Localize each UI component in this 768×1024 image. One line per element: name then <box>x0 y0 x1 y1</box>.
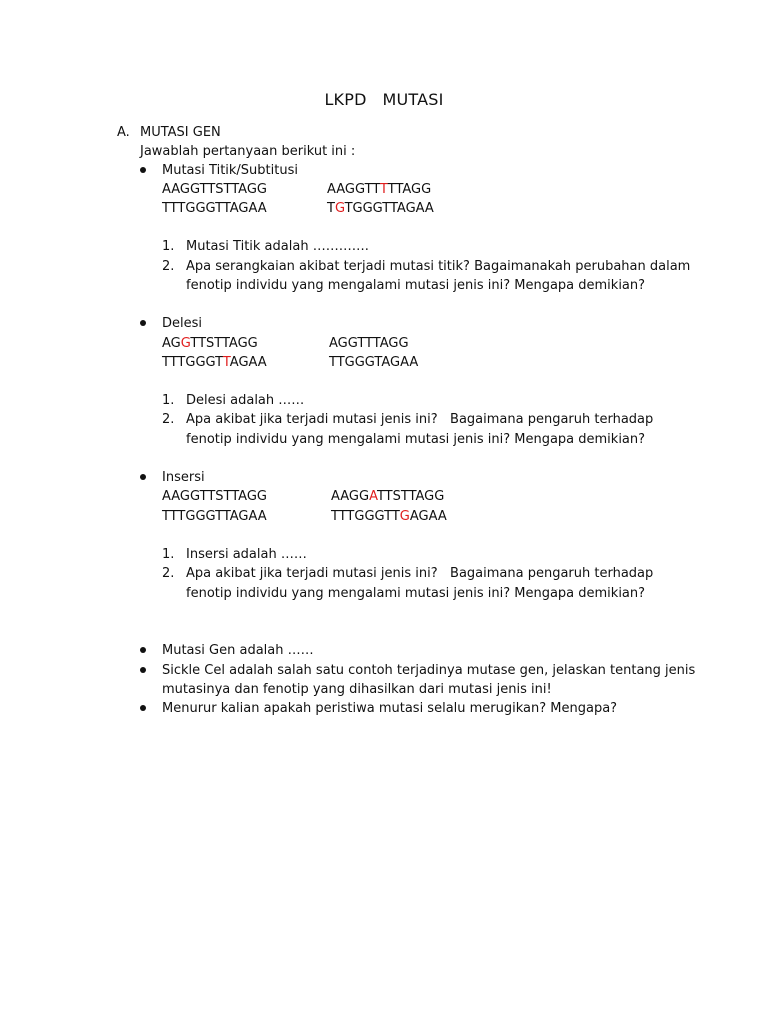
delesi-original-strand-1: AGGTTSTTAGG <box>162 336 258 351</box>
question-number: 2. <box>162 259 175 274</box>
subtitusi-label: Mutasi Titik/Subtitusi <box>162 163 298 178</box>
subtitusi-original-strand-2: TTTGGGTTAGAA <box>162 201 267 216</box>
insersi-label: Insersi <box>162 470 205 485</box>
section-heading: MUTASI GEN <box>140 125 221 140</box>
question-text: Apa serangkaian akibat terjadi mutasi titik? Bagaimanakah perubahan dalam <box>186 259 691 274</box>
final-point-text: Mutasi Gen adalah …… <box>162 643 314 658</box>
question-text-continued: fenotip individu yang mengalami mutasi jenis ini? Mengapa demikian? <box>186 278 646 293</box>
mutation-highlight: G <box>334 201 345 216</box>
delesi-label: Delesi <box>162 316 203 331</box>
bullet-icon <box>140 320 146 326</box>
section-marker: A. <box>117 125 130 140</box>
page-title: LKPD MUTASI <box>324 90 444 109</box>
insersi-mutated-strand-2: TTTGGGTTGAGAA <box>331 509 447 524</box>
bullet-icon <box>140 667 146 673</box>
bullet-icon <box>140 167 146 173</box>
question-text: Apa akibat jika terjadi mutasi jenis ini? Bagaimana pengaruh terhadap <box>186 566 654 581</box>
insersi-original-strand-2: TTTGGGTTAGAA <box>162 509 267 524</box>
mutation-highlight: G <box>399 509 410 524</box>
question-number: 1. <box>162 239 175 254</box>
question-text-continued: fenotip individu yang mengalami mutasi jenis ini? Mengapa demikian? <box>186 586 646 601</box>
question-number: 2. <box>162 566 175 581</box>
mutation-highlight: A <box>369 489 377 504</box>
question-text: Mutasi Titik adalah …………. <box>186 239 369 254</box>
question-text-continued: fenotip individu yang mengalami mutasi jenis ini? Mengapa demikian? <box>186 432 646 447</box>
bullet-icon <box>140 705 146 711</box>
insersi-mutated-strand-1: AAGGATTSTTAGG <box>331 489 445 504</box>
delesi-mutated-strand-2: TTGGGTAGAA <box>329 355 419 370</box>
bullet-icon <box>140 647 146 653</box>
mutation-highlight: T <box>222 355 230 370</box>
mutation-highlight: T <box>380 182 388 197</box>
question-number: 1. <box>162 547 175 562</box>
subtitusi-original-strand-1: AAGGTTSTTAGG <box>162 182 267 197</box>
question-text: Delesi adalah …… <box>186 393 305 408</box>
question-number: 1. <box>162 393 175 408</box>
delesi-mutated-strand-1: AGGTTTAGG <box>329 336 409 351</box>
instruction-text: Jawablah pertanyaan berikut ini : <box>140 144 356 159</box>
final-point-text-continued: mutasinya dan fenotip yang dihasilkan dari mutasi jenis ini! <box>162 682 552 697</box>
subtitusi-mutated-strand-2: TGTGGGTTAGAA <box>327 201 434 216</box>
bullet-icon <box>140 474 146 480</box>
mutation-highlight: G <box>180 336 191 351</box>
final-point-text: Menurur kalian apakah peristiwa mutasi selalu merugikan? Mengapa? <box>162 701 618 716</box>
question-text: Apa akibat jika terjadi mutasi jenis ini? Bagaimana pengaruh terhadap <box>186 412 654 427</box>
subtitusi-mutated-strand-1: AAGGTTTTTAGG <box>327 182 432 197</box>
insersi-original-strand-1: AAGGTTSTTAGG <box>162 489 267 504</box>
question-text: Insersi adalah …… <box>186 547 307 562</box>
delesi-original-strand-2: TTTGGGTTAGAA <box>162 355 267 370</box>
final-point-text: Sickle Cel adalah salah satu contoh terjadinya mutase gen, jelaskan tentang jenis <box>162 663 696 678</box>
question-number: 2. <box>162 412 175 427</box>
